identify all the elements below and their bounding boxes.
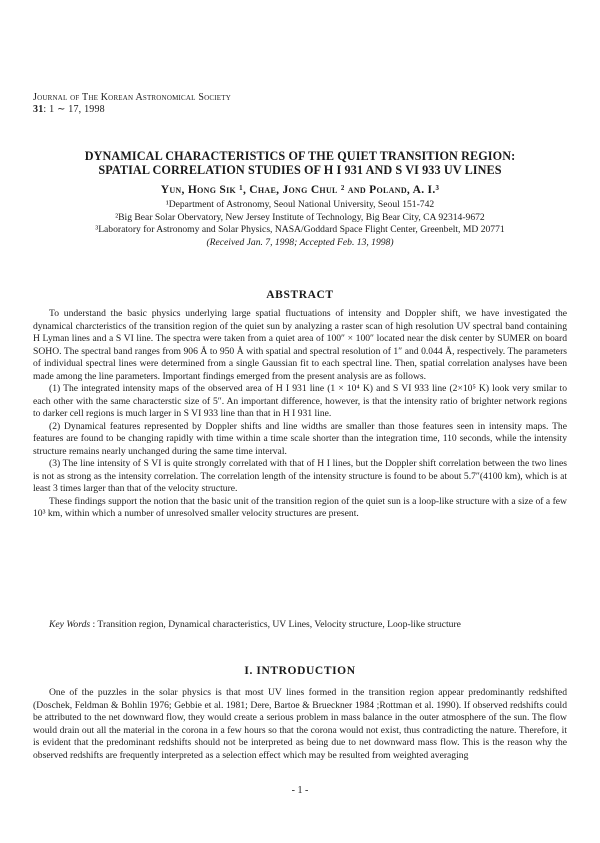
introduction-heading: I. INTRODUCTION	[244, 665, 356, 677]
abstract-heading: ABSTRACT	[266, 289, 334, 301]
page-number: - 1 -	[291, 785, 309, 796]
abstract-paragraph: To understand the basic physics underlying large spatial fluctuations of intensity and Doppler shift, we have investigated the dynamical charcteristics of the transition region of the quiet sun by analyzing a raster scan of high resolution UV spectral band containing H Lyman lines and a S VI line. The spectra were taken from a quiet area of 100″ × 100″ located near the disk center by SUMER on board SOHO. The spectral band ranges from 906 Å to 950 Å with spatial and spectral resolution of 1″ and 0.044 Å, respectively. The parameters of individual spectral lines were determined from a single Gaussian fit to each spectral line. Then, spatial correlation analyses have been made among the line parameters. Important findings emerged from the present analysis are as follows.	[33, 308, 567, 382]
abstract-paragraph: (3) The line intensity of S VI is quite strongly correlated with that of H I lines, but the Doppler shift correlation between the two lines is not as strong as the intensity correlation. The correlation length of the intensity structure is found to be about 5.7″(4100 km), which is at least 3 times larger than that of the velocity structure.	[33, 458, 567, 494]
affiliation-1: ¹Department of Astronomy, Seoul National University, Seoul 151-742	[165, 199, 435, 210]
journal-header	[33, 92, 231, 116]
journal-name: Journal of The Korean Astronomical Society	[33, 92, 231, 103]
journal-pages: : 1 ∼ 17, 1998	[43, 104, 105, 115]
affiliation-3: ³Laboratory for Astronomy and Solar Physics, NASA/Goddard Space Flight Center, Greenbelt, MD 20771	[95, 224, 505, 236]
affiliations	[20, 199, 580, 249]
introduction-body	[33, 687, 567, 762]
paper-title-line-1: DYNAMICAL CHARACTERISTICS OF THE QUIET TRANSITION REGION:	[84, 149, 516, 163]
keywords-text: : Transition region, Dynamical characteristics, UV Lines, Velocity structure, Loop-like structure	[90, 619, 461, 630]
author-list: Yun, Hong Sik ¹, Chae, Jong Chul ² and Poland, A. I.³	[160, 184, 440, 196]
keywords-label: Key Words	[49, 619, 91, 630]
introduction-paragraph: One of the puzzles in the solar physics is that most UV lines formed in the transition region appear predominantly redshifted (Doschek, Feldman & Bohlin 1976; Gebbie et al. 1981; Dere, Bartoe & Brueckner 1984 ;Rottman et al. 1990). If observed redshifts could be attributed to the net downward flow, they would create a serious problem in mass balance in the outer atmosphere of the sun. The flow would drain out all the material in the corona in a few hours so that the corona would not exist, thus contradicting the nature. Therefore, it is evident that the predominant redshifts should not be interpreted as being due to net downward mass flow. This is the reason why the observed redshifts are frequently interpreted as a selection effect which may be resulted from weighted averaging	[33, 687, 567, 761]
paper-title	[20, 149, 580, 177]
journal-volume: 31	[33, 104, 44, 115]
abstract-paragraph: These findings support the notion that the basic unit of the transition region of the quiet sun is a loop-like structure with a size of a few 10³ km, within which a number of unresolved smaller velocity structures are present.	[33, 495, 567, 519]
keywords	[33, 619, 567, 632]
paper-title-line-2: SPATIAL CORRELATION STUDIES OF H I 931 AND S VI 933 UV LINES	[98, 163, 502, 177]
affiliation-2: ²Big Bear Solar Obervatory, New Jersey Institute of Technology, Big Bear City, CA 92314-9672	[115, 211, 485, 223]
abstract-paragraph: (1) The integrated intensity maps of the observed area of H I 931 line (1 × 10⁴ K) and S VI 933 line (2×10⁵ K) look very smilar to each other with the same characterstic size of 5″. An important difference, however, is that the intensity ratio of brighter network regions to darker cell regions is much larger in S VI 933 line than that in H I 931 line.	[33, 383, 567, 419]
abstract-paragraph: (2) Dynamical features represented by Doppler shifts and line widths are smaller than those features seen in intensity maps. The features are found to be changing rapidly with time within a time scale shorter than the integration time, 110 seconds, while the intensity structure remains nearly unchanged during the same time interval.	[33, 420, 567, 457]
journal-citation	[33, 104, 231, 116]
received-date: (Received Jan. 7, 1998; Accepted Feb. 13, 1998)	[206, 236, 394, 248]
abstract-body	[33, 308, 567, 521]
